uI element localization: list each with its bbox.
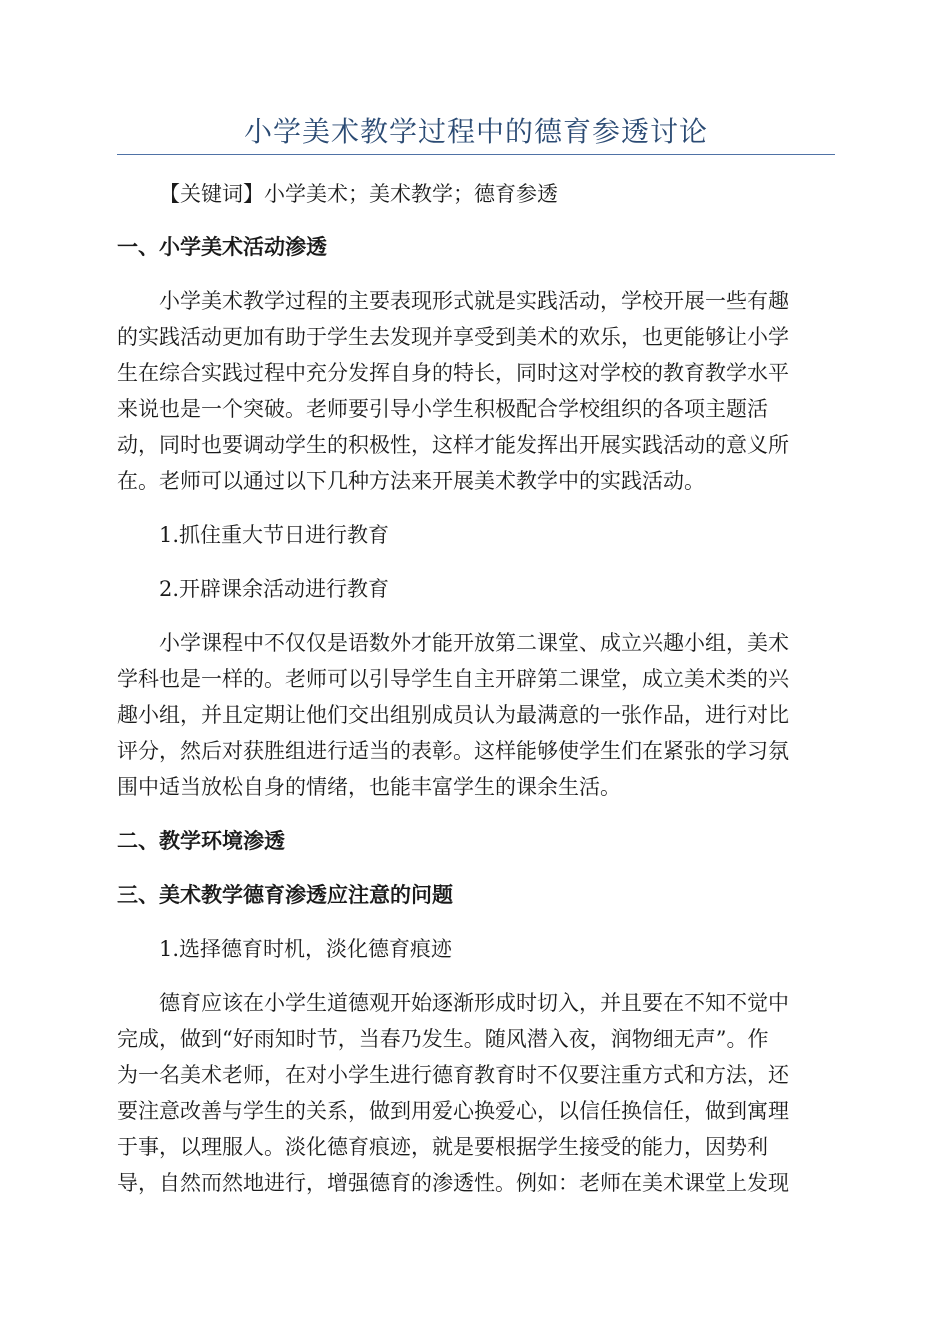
text-line: 围中适当放松自身的情绪，也能丰富学生的课余生活。 [117,775,621,799]
text-line: 动，同时也要调动学生的积极性，这样才能发挥出开展实践活动的意义所 [117,433,789,457]
section1-paragraph-1 [117,283,835,499]
text-line: 要注意改善与学生的关系，做到用爱心换爱心，以信任换信任，做到寓理 [117,1099,789,1123]
text-line: 德育应该在小学生道德观开始逐渐形成时切入，并且要在不知不觉中 [159,991,789,1015]
keywords-line: 【关键词】小学美术；美术教学；德育参透 [159,182,558,206]
section-heading-1: 一、小学美术活动渗透 [117,235,327,259]
list-item: 1.选择德育时机，淡化德育痕迹 [159,937,453,961]
document-body [117,168,835,1201]
section-heading-3: 三、美术教学德育渗透应注意的问题 [117,883,453,907]
text-line: 学科也是一样的。老师可以引导学生自主开辟第二课堂，成立美术类的兴 [117,667,789,691]
document-title: 小学美术教学过程中的德育参透讨论 [243,115,708,148]
text-line: 完成，做到“好雨知时节，当春乃发生。随风潜入夜，润物细无声”。作 [117,1027,769,1051]
text-line: 的实践活动更加有助于学生去发现并享受到美术的欢乐，也更能够让小学 [117,325,789,349]
section3-paragraph-1 [117,985,835,1201]
text-line: 为一名美术老师，在对小学生进行德育教育时不仅要注重方式和方法，还 [117,1063,789,1087]
text-line: 小学课程中不仅仅是语数外才能开放第二课堂、成立兴趣小组，美术 [159,631,789,655]
text-line: 生在综合实践过程中充分发挥自身的特长，同时这对学校的教育教学水平 [117,361,789,385]
text-line: 小学美术教学过程的主要表现形式就是实践活动，学校开展一些有趣 [159,289,789,313]
section-heading-2: 二、教学环境渗透 [117,829,285,853]
text-line: 来说也是一个突破。老师要引导小学生积极配合学校组织的各项主题活 [117,397,768,421]
section1-paragraph-2 [117,625,835,805]
title-underline [117,154,835,155]
list-item: 2.开辟课余活动进行教育 [159,577,390,601]
text-line: 趣小组，并且定期让他们交出组别成员认为最满意的一张作品，进行对比 [117,703,789,727]
text-line: 评分，然后对获胜组进行适当的表彰。这样能够使学生们在紧张的学习氛 [117,739,789,763]
text-line: 导，自然而然地进行，增强德育的渗透性。例如：老师在美术课堂上发现 [117,1171,789,1195]
text-line: 在。老师可以通过以下几种方法来开展美术教学中的实践活动。 [117,469,705,493]
text-line: 于事，以理服人。淡化德育痕迹，就是要根据学生接受的能力，因势利 [117,1135,768,1159]
list-item: 1.抓住重大节日进行教育 [159,523,390,547]
